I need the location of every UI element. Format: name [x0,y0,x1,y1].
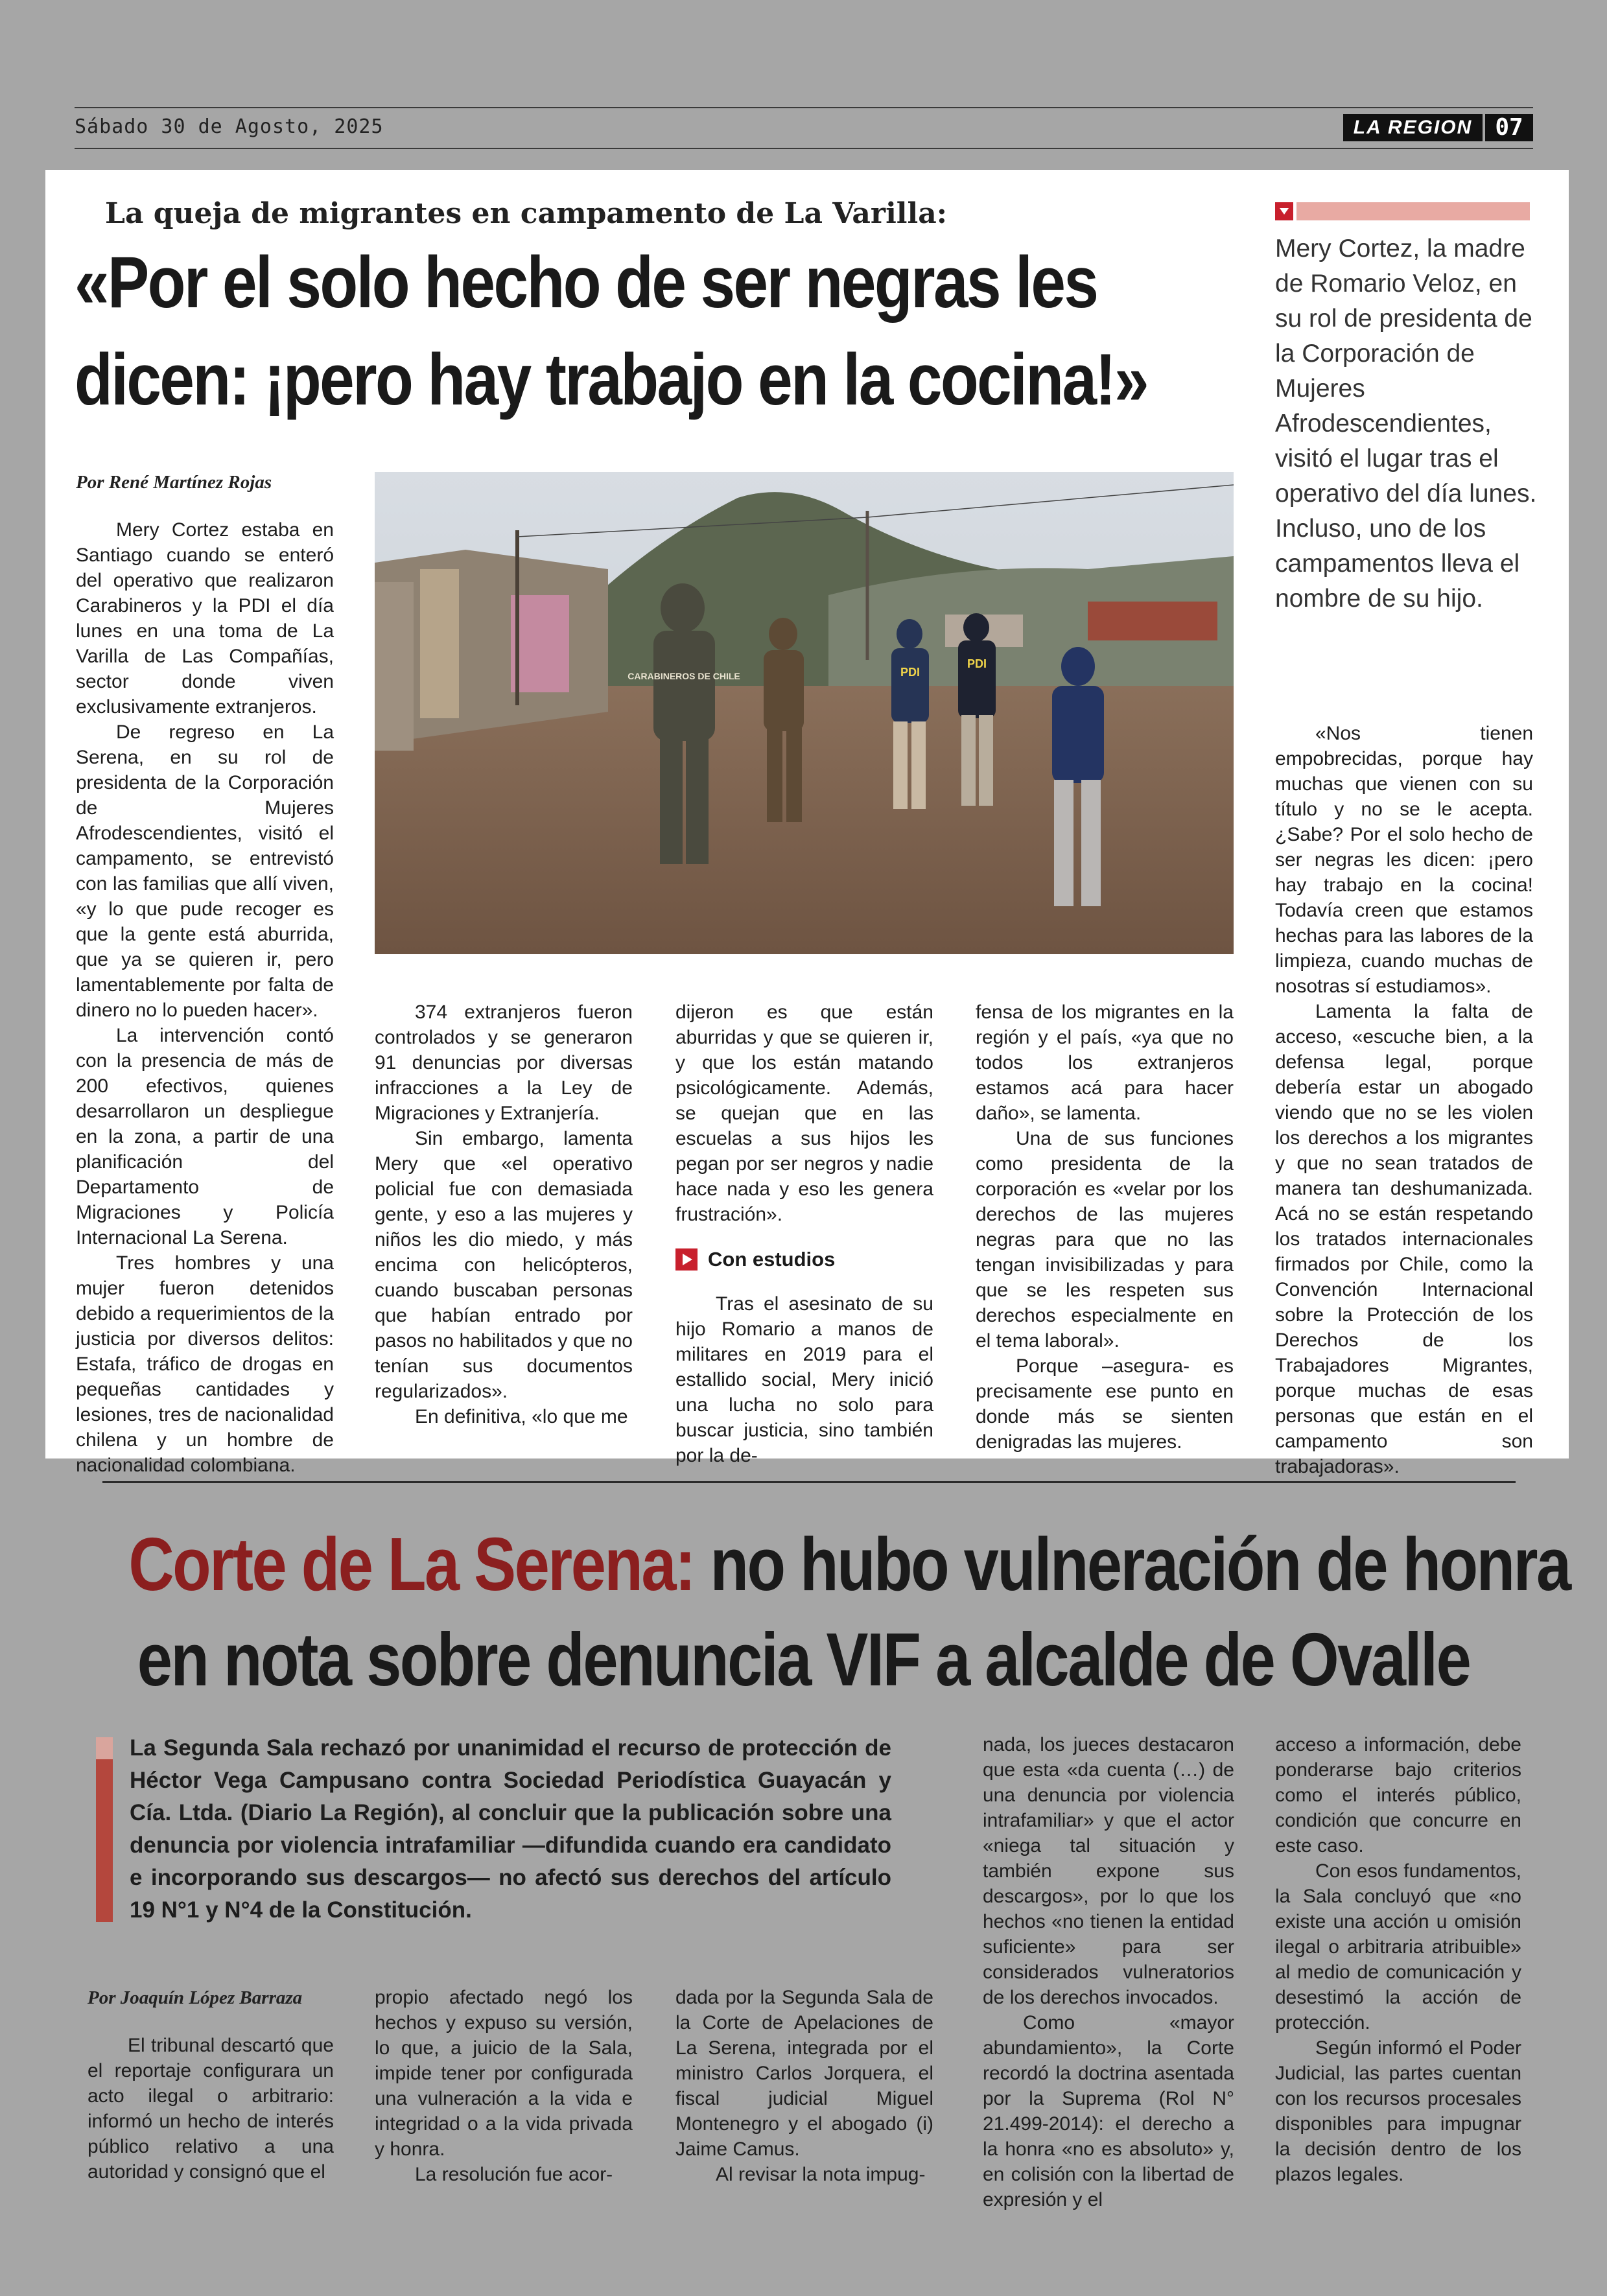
header-bottom-rule [75,148,1533,149]
photo-vest-pdi-1: PDI [900,666,921,679]
article2-column-4: nada, los jueces destacaron que esta «da cuenta (…) de una denuncia por violencia intrafamiliar» y que el actor «niega tal situación y también expone sus descargos», por lo que los hechos «no tienen la entidad suficiente» para ser considerados vulneratorios de los derechos invocados. Como «mayor abundamiento», la Corte recordó la doctrina asentada por la Suprema (Rol N° 21.499-2014): el derecho a la honra «no es absoluto» y, en colisión con la libertad de expresión y el [983,1734,1234,2210]
article2-headline-line2: en nota sobre denuncia VIF a alcalde de Ovalle [137,1617,1470,1702]
article-panel-migrants [45,170,1569,1477]
article-photo [375,472,1234,954]
lead-accent-bar [96,1737,113,1922]
photo-vest-carabineros: CARABINEROS DE CHILE [628,671,740,681]
sidebar-accent-bar [1296,202,1530,220]
article2-byline: Por Joaquín López Barraza [88,1987,303,2008]
section-divider [102,1481,1516,1483]
article1-column-3: dijeron es que están aburridas y que se quieren ir, y que los están matando psicológicamente. Además, se quejan que en las escuelas a sus hijos les pegan por ser negros y nadie hace nada y eso les genera frustración». Con estudios Tras el asesinato de su hijo Romario a manos de militares en 2019 para el estallido social, Mery inició una lucha no solo para buscar justicia, sino también por la de- [675,1002,933,1466]
sidebar-quote: Mery Cortez, la madre de Romario Veloz, en su rol de presidenta de la Corporación de Mujeres Afrodescendientes, visitó el lugar tras el operativo del día lunes. Incluso, uno de los campamentos lleva el nombre de su hijo. [1275,235,1537,613]
article2-column-2: propio afectado negó los hechos y expuso su versión, lo que, a juicio de la Sala, impide tener por configurada una vulneración a la vida e integridad o a la vida privada y honra. La resolución fue acor- [375,1987,633,2185]
header-top-rule [75,107,1533,108]
article2-lead: La Segunda Sala rechazó por unanimidad el recurso de protección de Héctor Vega Campusano contra Sociedad Periodística Guayacán y Cía. Ltda. (Diario La Región), al concluir que la publicación sobre una denuncia por violencia intrafamiliar —difundida cuando era candidato e incorporando sus descargos— no afectó sus derechos del artículo 19 N°1 y N°4 de la Constitución. [130,1735,891,1923]
article1-column-1: Mery Cortez estaba en Santiago cuando se enteró del operativo que realizaron Carabineros y la PDI el día lunes en una toma de La Varilla de Las Compañías, sector donde viven exclusivamente extranjeros. De regreso en La Serena, en su rol de presidenta de la Corporación de Mujeres Afrodescendientes, visitó el campamento, se entrevistó con las familias que allí viven, «y lo que pude recoger es que la gente está aburrida, que ya se quieren ir, pero lamentablemente por falta de dinero no lo pueden hacer». La intervención contó con la presencia de más de 200 efectivos, quienes desarrollaron un despliegue en la zona, a partir de una planificación del Departamento de Migraciones y Policía Internacional La Serena. Tres hombres y una mujer fueron detenidos debido a requerimientos de la justicia por diversos delitos: Estafa, tráfico de drogas en pequeñas cantidades y lesiones, tres de nacionalidad chilena y un hombre de nacionalidad colombiana. [76,519,334,1476]
article-byline: Por René Martínez Rojas [76,472,272,493]
article-headline-line2: dicen: ¡pero hay trabajo en la cocina!» [75,339,1148,420]
article-headline-line1: «Por el solo hecho de ser negras les [75,242,1097,323]
play-icon [675,1248,698,1271]
page-date: Sábado 30 de Agosto, 2025 [75,115,384,138]
article-kicker: La queja de migrantes en campamento de La Varilla: [105,197,947,230]
article1-column-5: «Nos tienen empobrecidas, porque hay muchas que vienen con su título y no se le acepta. ¿Sabe? Por el solo hecho de ser negras les dicen: ¡pero hay trabajo en la cocina! Todavía creen que estamos hechas para las labores de la limpieza, cuando muchas de nosotras sí estudiamos». Lamenta la falta de acceso, «escuche bien, a la defensa legal, porque debería estar un abogado viendo que no se les violen los derechos a los migrantes y que no sean tratados de manera tan deshumanizada. Acá no se están respetando los tratados internacionales firmados por Chile, como la Convención Internacional sobre la Protección de los Derechos de los Trabajadores Migrantes, porque muchas de esas personas que están en el campamento son trabajadoras». [1275,723,1533,1477]
photo-vest-pdi-2: PDI [967,657,987,670]
article2-column-3: dada por la Segunda Sala de la Corte de Apelaciones de La Serena, integrada por el ministro Carlos Jorquera, el fiscal judicial Miguel Montenegro y el abogado (i) Jaime Camus. Al revisar la nota impug- [675,1987,933,2185]
article1-column-4: fensa de los migrantes en la región y el país, «ya que no todos los extranjeros estamos acá para hacer daño», se lamenta. Una de sus funciones como presidenta de la corporación es «velar por los derechos de las mujeres negras para que no las tengan invisibilizadas y para que se les respeten sus derechos especialmente en el tema laboral». Porque –asegura- es precisamente ese punto en donde más se sienten denigradas las mujeres. [976,1002,1234,1453]
subhead-con-estudios: Con estudios [675,1247,933,1272]
article2-column-5: acceso a información, debe ponderarse bajo criterios como el interés público, condición que concurre en este caso. Con esos fundamentos, la Sala concluyó que «no existe una acción u omisión ilegal o arbitraria atribuible» al medio de comunicación y desestimó la acción de protección. Según informó el Poder Judicial, las partes cuentan con los recursos procesales disponibles para impugnar la decisión dentro de los plazos legales. [1275,1734,1521,2185]
masthead-logo: LA REGION [1343,114,1483,141]
article2-headline-line1: Corte de La Serena: no hubo vulneración de honra [128,1522,1570,1606]
triangle-down-icon [1275,202,1293,220]
article1-column-2: 374 extranjeros fueron controlados y se generaron 91 denuncias por diversas infracciones a la Ley de Migraciones y Extranjería. Sin embargo, lamenta Mery que «el operativo policial fue con demasiada gente, y eso a las mujeres y niños les dio miedo, y más encima con helicópteros, cuando buscaban personas que habían entrado por pasos no habilitados y que no tenían sus documentos regularizados». En definitiva, «lo que me [375,1002,633,1427]
page-number: 07 [1485,114,1533,141]
article2-column-1: El tribunal descartó que el reportaje configurara un acto ilegal o arbitrario: informó un hecho de interés público relativo a una autoridad y consignó que el [88,2035,334,2183]
